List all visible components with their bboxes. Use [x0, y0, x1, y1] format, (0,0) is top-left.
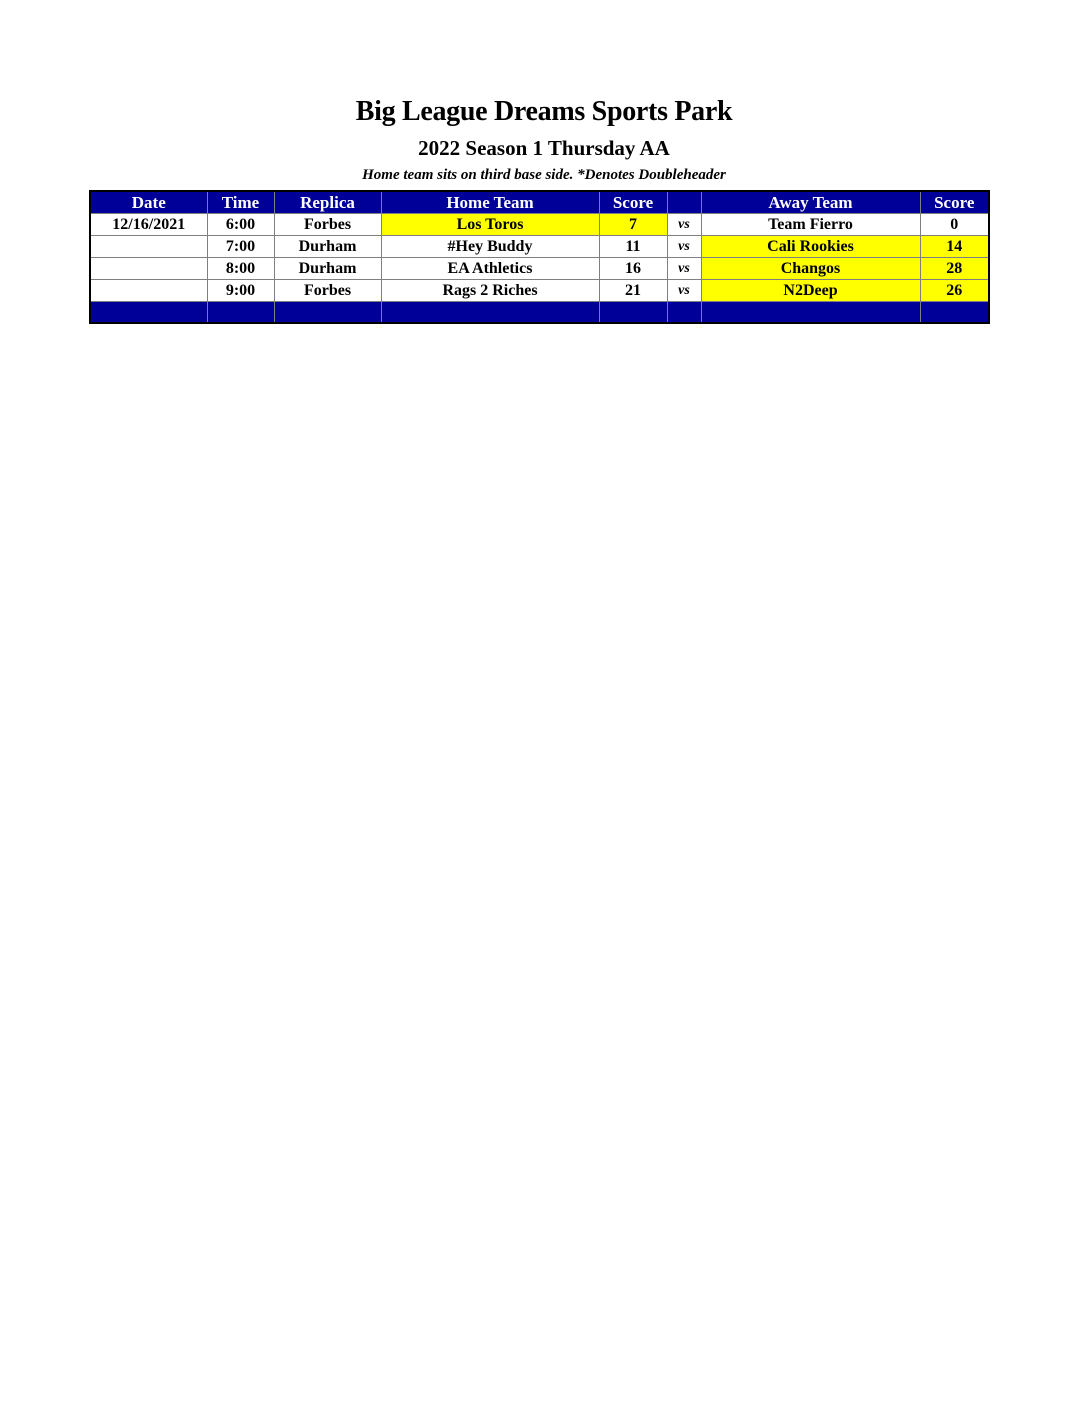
- cell-time: 8:00: [207, 258, 274, 280]
- cell-vs: vs: [667, 280, 701, 302]
- cell-date: [90, 258, 207, 280]
- cell-home-score: 21: [599, 280, 667, 302]
- cell-home-team: #Hey Buddy: [381, 236, 599, 258]
- cell-time: 7:00: [207, 236, 274, 258]
- cell-date: 12/16/2021: [90, 214, 207, 236]
- table-row: [90, 236, 989, 258]
- cell-date: [90, 236, 207, 258]
- cell-field: Durham: [274, 236, 381, 258]
- footer-cell: [207, 302, 274, 324]
- footer-cell: [701, 302, 920, 324]
- cell-away-score: 26: [920, 280, 989, 302]
- footer-cell: [90, 302, 207, 324]
- column-header-home-team: Home Team: [381, 191, 599, 214]
- column-header-time: Time: [207, 191, 274, 214]
- cell-home-team: EA Athletics: [381, 258, 599, 280]
- footer-cell: [599, 302, 667, 324]
- table-row: [90, 280, 989, 302]
- cell-away-score: 28: [920, 258, 989, 280]
- footer-cell: [920, 302, 989, 324]
- cell-away-score: 14: [920, 236, 989, 258]
- cell-field: Forbes: [274, 280, 381, 302]
- table-header-row: [90, 191, 989, 214]
- page-title: Big League Dreams Sports Park: [355, 96, 733, 127]
- cell-vs: vs: [667, 258, 701, 280]
- column-header-home-score: Score: [599, 191, 667, 214]
- cell-away-team: Team Fierro: [701, 214, 920, 236]
- page-subtitle: 2022 Season 1 Thursday AA: [418, 136, 670, 160]
- cell-home-score: 11: [599, 236, 667, 258]
- column-header-away-team: Away Team: [701, 191, 920, 214]
- cell-field: Durham: [274, 258, 381, 280]
- cell-home-team: Los Toros: [381, 214, 599, 236]
- table-footer-row: [90, 302, 989, 324]
- cell-home-score: 16: [599, 258, 667, 280]
- doubleheader-note: Home team sits on third base side. *Denotes Doubleheader: [362, 167, 726, 183]
- footer-cell: [381, 302, 599, 324]
- table-row: [90, 214, 989, 236]
- table-row: [90, 258, 989, 280]
- cell-time: 9:00: [207, 280, 274, 302]
- cell-home-score: 7: [599, 214, 667, 236]
- cell-field: Forbes: [274, 214, 381, 236]
- footer-cell: [274, 302, 381, 324]
- cell-away-score: 0: [920, 214, 989, 236]
- cell-away-team: N2Deep: [701, 280, 920, 302]
- cell-vs: vs: [667, 236, 701, 258]
- column-header-away-score: Score: [920, 191, 989, 214]
- column-header-replica: Replica: [274, 191, 381, 214]
- cell-date: [90, 280, 207, 302]
- column-header-vs: [667, 191, 701, 214]
- cell-away-team: Cali Rookies: [701, 236, 920, 258]
- cell-away-team: Changos: [701, 258, 920, 280]
- cell-time: 6:00: [207, 214, 274, 236]
- cell-vs: vs: [667, 214, 701, 236]
- footer-cell: [667, 302, 701, 324]
- schedule-table: [89, 190, 990, 324]
- column-header-date: Date: [90, 191, 207, 214]
- cell-home-team: Rags 2 Riches: [381, 280, 599, 302]
